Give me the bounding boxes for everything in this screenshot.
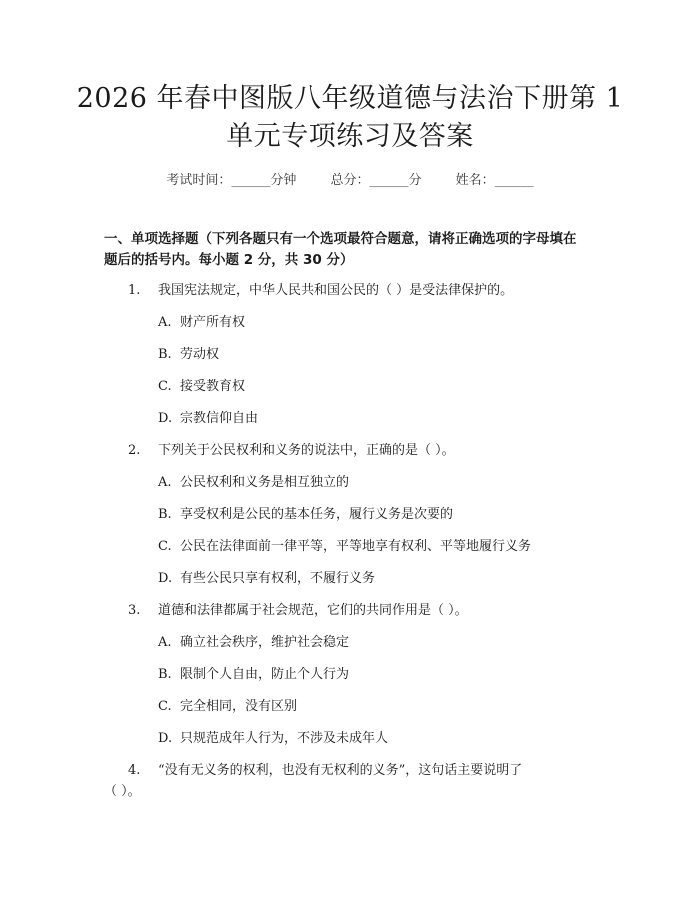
option-letter: B. [158, 347, 172, 362]
question-2 [128, 441, 600, 461]
question-4 [128, 761, 522, 781]
question-text: 下列关于公民权利和义务的说法中，正确的是（ ）。 [158, 443, 455, 458]
title-line-2: 单元专项练习及答案 [226, 121, 474, 152]
section-heading [104, 229, 600, 271]
option [158, 473, 349, 493]
option-text: 宗教信仰自由 [180, 411, 259, 426]
option-letter: A. [158, 635, 172, 650]
option-letter: C. [158, 699, 172, 714]
question-text: 我国宪法规定，中华人民共和国公民的（ ）是受法律保护的。 [158, 283, 514, 298]
option [158, 665, 349, 685]
option-text: 接受教育权 [180, 379, 246, 394]
option-letter: C. [158, 539, 172, 554]
option-letter: A. [158, 315, 172, 330]
title-line-1: 2026 年春中图版八年级道德与法治下册第 1 [76, 83, 624, 114]
option [158, 729, 388, 749]
option [158, 345, 219, 365]
question-number: 3. [128, 603, 141, 618]
option-letter: D. [158, 571, 173, 586]
option-text: 财产所有权 [180, 315, 246, 330]
question-number: 4. [128, 763, 141, 778]
option [158, 313, 245, 333]
option-text: 确立社会秩序，维护社会稳定 [180, 635, 350, 650]
question-text: （ ）。 [104, 784, 141, 799]
option-letter: A. [158, 475, 172, 490]
question-1 [128, 281, 600, 301]
exam-meta [0, 169, 700, 188]
option-text: 完全相同，没有区别 [180, 699, 298, 714]
option-text: 限制个人自由，防止个人行为 [180, 667, 350, 682]
question-text: “没有无义务的权利，也没有无权利的义务”，这句话主要说明了 [158, 763, 523, 778]
section-heading-line-2: 题后的括号内。每小题 2 分，共 30 分） [104, 252, 354, 268]
option-letter: C. [158, 379, 172, 394]
question-3 [128, 601, 600, 621]
option-letter: B. [158, 667, 172, 682]
document-title [70, 80, 630, 156]
option-letter: D. [158, 731, 173, 746]
exam-name: 姓名：______ [455, 173, 534, 188]
option-text: 劳动权 [180, 347, 220, 362]
exam-time: 考试时间：______分钟 [166, 173, 297, 188]
question-number: 1. [128, 283, 141, 298]
option-text: 享受权利是公民的基本任务，履行义务是次要的 [180, 507, 454, 522]
option-letter: D. [158, 411, 173, 426]
section-heading-line-1: 一、单项选择题（下列各题只有一个选项最符合题意，请将正确选项的字母填在 [104, 231, 577, 247]
option-text: 公民在法律面前一律平等，平等地享有权利、平等地履行义务 [180, 539, 532, 554]
option [158, 633, 349, 653]
option [158, 505, 453, 525]
question-4-continuation [104, 782, 141, 802]
question-number: 2. [128, 443, 141, 458]
option-letter: B. [158, 507, 172, 522]
option [158, 697, 297, 717]
option [158, 377, 245, 397]
option [158, 569, 375, 589]
question-text: 道德和法律都属于社会规范，它们的共同作用是（ ）。 [158, 603, 468, 618]
option-text: 只规范成年人行为，不涉及未成年人 [180, 731, 389, 746]
option [158, 409, 258, 429]
option [158, 537, 531, 557]
option-text: 公民权利和义务是相互独立的 [180, 475, 350, 490]
exam-score: 总分：______分 [330, 173, 422, 188]
option-text: 有些公民只享有权利，不履行义务 [180, 571, 376, 586]
